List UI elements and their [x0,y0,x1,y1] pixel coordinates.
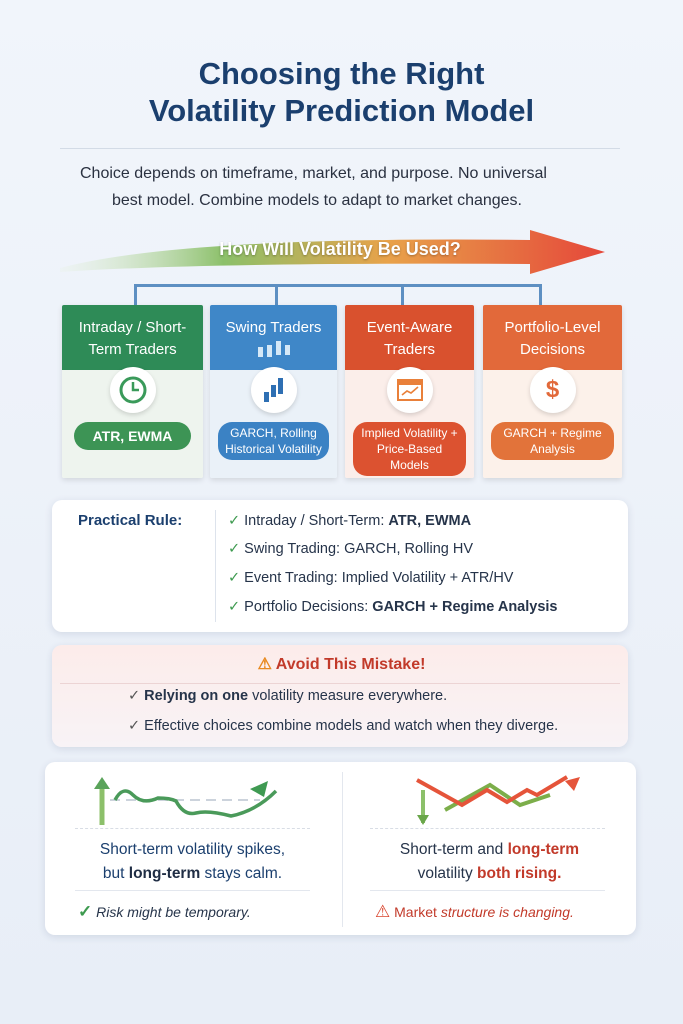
divider [75,890,310,891]
note-bold: Market [394,904,437,920]
card-swing [210,305,337,478]
avoid-item [128,688,447,704]
avoid-item [128,718,558,734]
rule-models: GARCH, Rolling HV [344,541,474,557]
rule-models: ATR, EWMA [388,513,472,529]
warning-icon: ⚠ [375,902,391,921]
divider [370,828,605,829]
candlestick-icon [254,339,294,361]
card-title: Swing Traders [225,319,322,336]
text: volatility [417,865,478,882]
rule-item [228,599,558,615]
rule-text: Portfolio Decisions: [244,599,373,615]
connector-line [135,284,541,287]
title-line-1: Choosing the Right [198,56,485,91]
subtitle-line-1: Choice depends on timeframe, market, and purpose. No universal [80,165,547,182]
divider [60,148,620,149]
banner-title: How Will Volatility Be Used? [219,239,461,259]
divider [215,510,216,622]
model-pill: Implied Volatility + Price-Based Models [353,422,466,476]
chart-window-icon [387,367,433,413]
scenario-calm-note [78,902,251,922]
rule-item [228,541,473,557]
scenario-calm-text [60,838,325,886]
candlestick-chart-icon [251,367,297,413]
model-pill: ATR, EWMA [74,422,191,450]
model-pill: GARCH + Regime Analysis [491,422,614,460]
scenario-rising-note [375,902,574,922]
scenario-line [60,862,325,886]
title-line-2: Volatility Prediction Model [148,93,535,128]
emphasis: both rising. [477,865,562,882]
text: Short-term and [399,841,508,858]
clock-icon [110,367,156,413]
rule-text: Swing Trading: [244,541,345,557]
rule-models: GARCH + Regime Analysis [372,599,558,615]
check-icon: ✓ [128,718,141,734]
avoid-title [0,654,683,674]
rule-models: Implied Volatility + ATR/HV [341,570,514,586]
scenario-line [352,838,627,862]
text: stays calm. [200,865,283,882]
check-icon: ✓ [128,688,141,704]
avoid-text: volatility measure everywhere. [248,688,448,704]
rule-text: Intraday / Short-Term: [244,513,389,529]
scenario-line: Short-term volatility spikes, [99,841,286,858]
connector [401,284,404,306]
text: but [102,865,129,882]
warning-icon: ⚠ [257,656,272,673]
card-title: Event-Aware Traders [345,305,474,370]
divider [75,828,310,829]
emphasis: long-term [507,841,580,858]
scenario-rising-text [352,838,627,886]
avoid-text: Effective choices combine models and watch when they diverge. [144,718,559,734]
note-text: structure is changing. [436,904,574,920]
rule-item [228,570,513,586]
rule-item [228,513,471,529]
divider [342,772,343,927]
subtitle-line-2: best model. Combine models to adapt to market changes. [112,192,522,209]
card-event [345,305,474,478]
connector [275,284,278,306]
check-icon: ✓ [228,513,241,529]
check-icon: ✓ [228,599,241,615]
rising-chart-icon [405,775,585,830]
divider [60,683,620,684]
divider [370,890,605,891]
card-title: Portfolio-Level Decisions [483,305,622,370]
model-pill: GARCH, Rolling Historical Volatility [218,422,329,460]
card-header [210,305,337,370]
card-portfolio [483,305,622,478]
connector [539,284,542,306]
avoid-title-text: Avoid This Mistake! [275,656,426,673]
note-text: Risk might be temporary. [96,904,251,920]
connector [134,284,137,306]
card-intraday [62,305,203,478]
emphasis: long-term [128,865,201,882]
avoid-bold: Relying on one [144,688,249,704]
dollar-icon: $ [530,367,576,413]
check-icon: ✓ [78,902,93,921]
scenario-line [352,862,627,886]
card-title: Intraday / Short-Term Traders [62,305,203,370]
rule-text: Event Trading: [244,570,342,586]
practical-rule-label: Practical Rule: [78,512,183,529]
check-icon: ✓ [228,541,241,557]
page-title [0,55,683,129]
calm-chart-icon [90,775,290,830]
check-icon: ✓ [228,570,241,586]
subtitle [80,160,610,214]
